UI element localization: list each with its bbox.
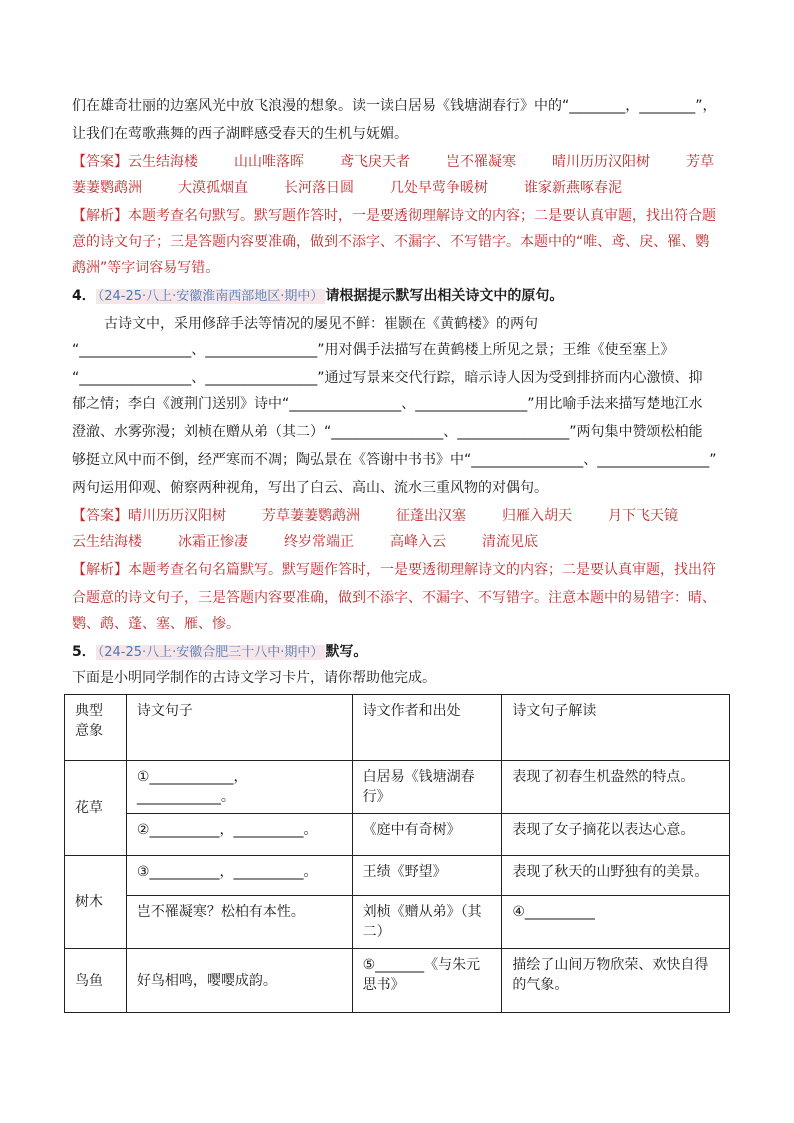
text-line: “________________、________________”用对偶手法描写在黄鹤楼上所见之景；王维《使至塞上》 bbox=[72, 342, 675, 358]
answer-item: 几处早莺争暖树 bbox=[390, 180, 488, 196]
text-line: 古诗文中，采用修辞手法等情况的屡见不鲜：崔颢在《黄鹤楼》的两句 bbox=[104, 316, 538, 332]
answer-item: 征蓬出汉塞 bbox=[396, 508, 466, 524]
answer-item: 冰霜正惨凄 bbox=[178, 534, 248, 550]
answer-line bbox=[72, 152, 714, 172]
answer-label: 【答案】 bbox=[72, 508, 128, 524]
analysis-line: 意的诗文句子；三是答题内容要准确，做到不添字、不漏字、不写错字。本题中的“唯、鸢、戾、罹、鹦 bbox=[72, 234, 710, 250]
answer-item: 山山唯落晖 bbox=[234, 154, 304, 170]
answer-item: 芳草萋萋鹦鹉洲 bbox=[262, 508, 360, 524]
imagery-cell: 花草 bbox=[65, 761, 127, 856]
answer-item: 清流见底 bbox=[482, 534, 538, 550]
study-card-table bbox=[64, 694, 730, 1013]
answer-line bbox=[72, 178, 622, 198]
source-cell: ⑤_______《与朱元思书》 bbox=[352, 949, 502, 1013]
text-line: 两句运用仰观、俯察两种视角，写出了白云、高山、流水三重风物的对偶句。 bbox=[72, 480, 548, 496]
answer-item: 岂不罹凝寒 bbox=[446, 154, 516, 170]
answer-line bbox=[72, 506, 678, 526]
answer-item: 云生结海楼 bbox=[72, 534, 142, 550]
answer-line bbox=[72, 532, 538, 552]
answer-item: 终岁常端正 bbox=[284, 534, 354, 550]
poem-line-cell: 好鸟相鸣，嘤嘤成韵。 bbox=[126, 949, 352, 1013]
question-5-header bbox=[72, 642, 367, 663]
text-line: 让我们在莺歌燕舞的西子湖畔感受春天的生机与妩媚。 bbox=[72, 126, 408, 142]
analysis-line: 合题意的诗文句子，三是答题内容要准确，做到不添字、不漏字、不写错字。注意本题中的易错字：晴、 bbox=[72, 590, 716, 606]
table-row bbox=[65, 856, 730, 896]
interpretation-cell: 描绘了山间万物欣荣、欢快自得的气象。 bbox=[502, 949, 730, 1013]
answer-item: 谁家新燕啄春泥 bbox=[524, 180, 622, 196]
poem-line-cell: ③__________，__________。 bbox=[126, 856, 352, 896]
table-row bbox=[65, 896, 730, 949]
answer-item: 月下飞天镜 bbox=[608, 508, 678, 524]
table-header: 诗文句子 bbox=[126, 695, 352, 761]
table-row bbox=[65, 814, 730, 856]
answer-item: 大漠孤烟直 bbox=[178, 180, 248, 196]
question-prompt: 默写。 bbox=[325, 644, 368, 660]
text-line: 够挺立风中而不倒，经严寒而不凋；陶弘景在《答谢中书书》中“________________、________________” bbox=[72, 452, 717, 468]
answer-item: 芳草 bbox=[686, 154, 714, 170]
answer-label: 【答案】 bbox=[72, 154, 128, 170]
text-line: 澄澈、水雾弥漫；刘桢在赠从弟（其二）“________________、________________”两句集中赞颂松柏能 bbox=[72, 424, 703, 440]
question-number: 4． bbox=[72, 288, 96, 304]
interpretation-cell: 表现了秋天的山野独有的美景。 bbox=[502, 856, 730, 896]
answer-item: 高峰入云 bbox=[390, 534, 446, 550]
table-header: 典型意象 bbox=[65, 695, 127, 761]
table-header-row bbox=[65, 695, 730, 761]
question-4-header bbox=[72, 286, 563, 307]
source-cell: 白居易《钱塘湖春行》 bbox=[352, 761, 502, 814]
source-cell: 刘桢《赠从弟》（其二） bbox=[352, 896, 502, 949]
imagery-cell: 鸟鱼 bbox=[65, 949, 127, 1013]
answer-item: 晴川历历汉阳树 bbox=[128, 508, 226, 524]
answer-item: 长河落日圆 bbox=[284, 180, 354, 196]
interpretation-cell: ④__________ bbox=[502, 896, 730, 949]
poem-line-cell: 岂不罹凝寒？松柏有本性。 bbox=[126, 896, 352, 949]
answer-item: 晴川历历汉阳树 bbox=[552, 154, 650, 170]
text-line: 下面是小明同学制作的古诗文学习卡片，请你帮助他完成。 bbox=[72, 670, 436, 686]
imagery-cell: 树木 bbox=[65, 856, 127, 949]
question-source: （24-25·八上·安徽淮南西部地区·期中） bbox=[97, 289, 324, 304]
answer-item: 鸢飞戾天者 bbox=[340, 154, 410, 170]
poem-line-cell: ②__________，__________。 bbox=[126, 814, 352, 856]
source-cell: 王绩《野望》 bbox=[352, 856, 502, 896]
answer-item: 萋萋鹦鹉洲 bbox=[72, 180, 142, 196]
interpretation-cell: 表现了女子摘花以表达心意。 bbox=[502, 814, 730, 856]
table-header: 诗文作者和出处 bbox=[352, 695, 502, 761]
answer-item: 归雁入胡天 bbox=[502, 508, 572, 524]
source-cell: 《庭中有奇树》 bbox=[352, 814, 502, 856]
text-line: 们在雄奇壮丽的边塞风光中放飞浪漫的想象。读一读白居易《钱塘湖春行》中的“________，________”， bbox=[72, 98, 717, 114]
analysis-line: 鹉洲”等字词容易写错。 bbox=[72, 260, 220, 276]
answer-item: 云生结海楼 bbox=[128, 154, 198, 170]
question-number: 5． bbox=[72, 644, 96, 660]
question-source: （24-25·八上·安徽合肥三十八中·期中） bbox=[97, 645, 324, 660]
analysis-line: 【解析】本题考查名句名篇默写。默写题作答时，一是要透彻理解诗文的内容；二是要认真审题，找出符 bbox=[72, 562, 716, 578]
table-header: 诗文句子解读 bbox=[502, 695, 730, 761]
text-line: “________________、________________”通过写景来交代行踪，暗示诗人因为受到排挤而内心激愤、抑 bbox=[72, 370, 703, 386]
analysis-line: 鹦、鹉、蓬、塞、雁、惨。 bbox=[72, 616, 240, 632]
table-row bbox=[65, 761, 730, 814]
interpretation-cell: 表现了初春生机盎然的特点。 bbox=[502, 761, 730, 814]
question-prompt: 请根据提示默写出相关诗文中的原句。 bbox=[325, 288, 564, 304]
text-line: 郁之情；李白《渡荆门送别》诗中“________________、________________”用比喻手法来描写楚地江水 bbox=[72, 396, 703, 412]
poem-line-cell: ①____________，____________。 bbox=[126, 761, 352, 814]
table-row bbox=[65, 949, 730, 1013]
analysis-line: 【解析】本题考查名句默写。默写题作答时，一是要透彻理解诗文的内容；二是要认真审题，找出符合题 bbox=[72, 208, 716, 224]
